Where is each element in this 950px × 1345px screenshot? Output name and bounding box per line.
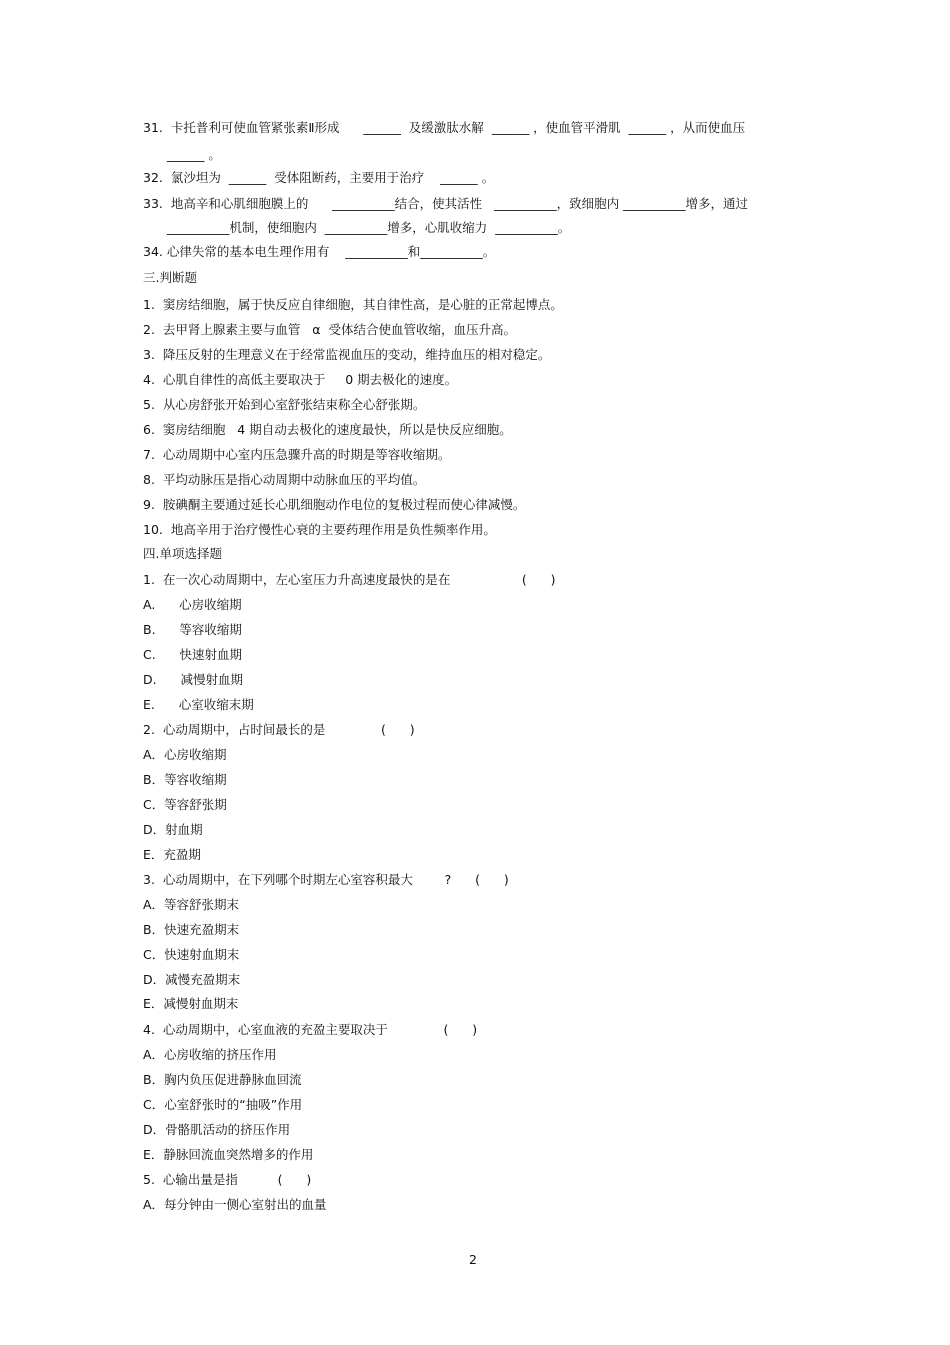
text-line: B. 等容收缩期 — [143, 622, 242, 637]
text-line: A．心房收缩的挤压作用 — [143, 1047, 277, 1062]
text-line: C．等容舒张期 — [143, 797, 227, 812]
text-line: E. 心室收缩末期 — [143, 697, 254, 712]
text-line: A．等容舒张期末 — [143, 897, 240, 912]
text-line: 9. 胺碘酮主要通过延长心肌细胞动作电位的复极过程而使心律减慢。 — [143, 497, 526, 512]
text-line: C. 快速射血期 — [143, 647, 243, 662]
text-line: 33. 地高辛和心肌细胞膜上的 __________结合，使其活性 __________，致细胞内 __________增多，通过 — [143, 196, 749, 211]
text-line: 8. 平均动脉压是指心动周期中动脉血压的平均值。 — [143, 472, 426, 487]
text-line: 3. 降压反射的生理意义在于经常监视血压的变动，维持血压的相对稳定。 — [143, 347, 551, 362]
text-line: C．快速射血期末 — [143, 947, 240, 962]
text-line: A．每分钟由一侧心室射出的血量 — [143, 1197, 327, 1212]
text-line: 6. 窦房结细胞 4 期自动去极化的速度最快，所以是快反应细胞。 — [143, 422, 512, 437]
text-line: C．心室舒张时的“抽吸”作用 — [143, 1097, 303, 1112]
text-line: B．快速充盈期末 — [143, 922, 240, 937]
text-line: B．等容收缩期 — [143, 772, 227, 787]
text-line: D．骨骼肌活动的挤压作用 — [143, 1122, 291, 1137]
text-line: 四.单项选择题 — [143, 546, 222, 561]
text-line: 1. 在一次心动周期中，左心室压力升高速度最快的是在 ( ) — [143, 572, 556, 587]
text-line: 5. 从心房舒张开始到心室舒张结束称全心舒张期。 — [143, 397, 426, 412]
text-line: 4. 心肌自律性的高低主要取决于 0 期去极化的速度。 — [143, 372, 458, 387]
text-line: E．减慢射血期末 — [143, 996, 239, 1011]
text-line: __________机制，使细胞内 __________增多，心肌收缩力 __________。 — [143, 220, 571, 235]
text-line: D. 减慢射血期 — [143, 672, 243, 687]
text-line: 34. 心律失常的基本电生理作用有 __________和__________。 — [143, 244, 496, 259]
text-line: 5. 心输出量是指 ( ) — [143, 1172, 312, 1187]
text-line: 三.判断题 — [143, 270, 197, 285]
text-line: D．减慢充盈期末 — [143, 972, 241, 987]
text-line: 4. 心动周期中，心室血液的充盈主要取决于 ( ) — [143, 1022, 478, 1037]
text-line: E．充盈期 — [143, 847, 201, 862]
text-line: 32. 氯沙坦为 ______ 受体阻断药，主要用于治疗 ______ 。 — [143, 170, 495, 185]
text-line: 2. 去甲肾上腺素主要与血管 α 受体结合使血管收缩，血压升高。 — [143, 322, 516, 337]
text-line: 31. 卡托普利可使血管紧张素Ⅱ形成 ______ 及缓激肽水解 ______ ，使血管平滑肌 ______ ，从而使血压 — [143, 120, 746, 135]
text-line: A．心房收缩期 — [143, 747, 227, 762]
page-number: 2 — [469, 1252, 477, 1267]
text-line: D．射血期 — [143, 822, 203, 837]
text-line: B．胸内负压促进静脉血回流 — [143, 1072, 302, 1087]
text-line: 3. 心动周期中，在下列哪个时期左心室容积最大 ? ( ) — [143, 872, 509, 887]
text-line: 1. 窦房结细胞，属于快反应自律细胞，其自律性高，是心脏的正常起博点。 — [143, 297, 563, 312]
text-line: E．静脉回流血突然增多的作用 — [143, 1147, 314, 1162]
text-line: A. 心房收缩期 — [143, 597, 242, 612]
text-line: ______ 。 — [143, 147, 221, 162]
text-line: 7. 心动周期中心室内压急骤升高的时期是等容收缩期。 — [143, 447, 451, 462]
text-line: 10. 地高辛用于治疗慢性心衰的主要药理作用是负性频率作用。 — [143, 522, 496, 537]
text-line: 2. 心动周期中，占时间最长的是 ( ) — [143, 722, 415, 737]
